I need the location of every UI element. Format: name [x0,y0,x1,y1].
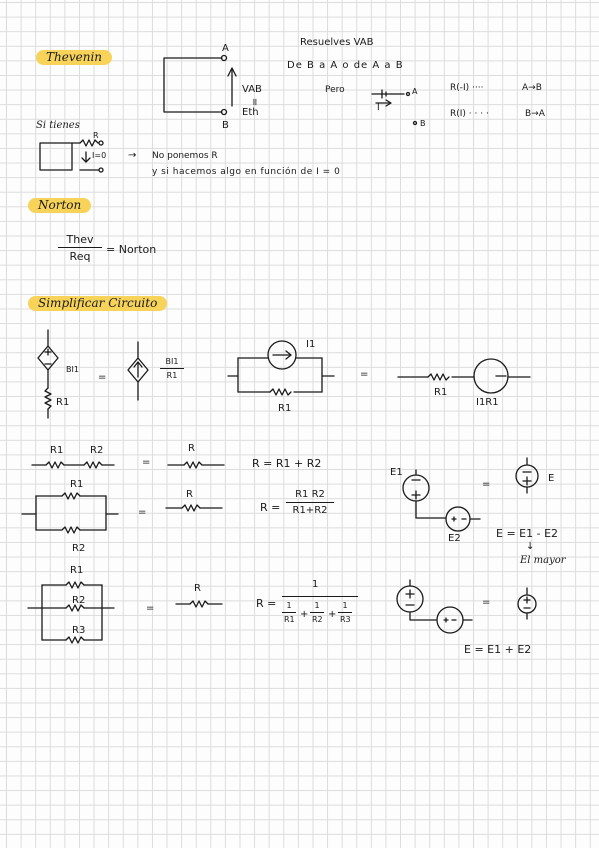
arrow-right-icon: → [128,150,137,161]
dependent-source-label: BI1 [66,365,79,374]
parallel3-r-label: R [194,583,201,594]
plus-sign-2: + [328,609,337,620]
series-r-label: R [188,443,195,454]
series-r2-label: R2 [90,445,104,456]
parallel3-term-2 [310,602,324,624]
direction-line: De B a A o de A a B [287,60,404,71]
parallel2-fraction [286,490,334,516]
parallel3-r1-label: R1 [70,565,84,576]
i1-label: I1 [306,339,316,350]
parallel2-r2-label: R2 [72,543,86,554]
si-tienes-label: Si tienes [36,120,80,131]
series-sources-equals: = [482,597,491,608]
series-r1-label: R1 [50,445,64,456]
parallel2-numerator: R1 R2 [295,489,325,500]
term-2-num: 1 [314,601,320,610]
heading-norton: Norton [28,198,91,213]
vab-label: VAB [242,84,262,95]
e2-label: E2 [448,533,461,544]
parallel3-r3-label: R3 [72,625,86,636]
parallel2-denominator: R1+R2 [286,502,334,516]
opposed-formula: E = E1 - E2 [496,527,559,540]
small-node-b: B [420,119,426,128]
series-equals: = [142,457,151,468]
term-1-num: 1 [286,601,292,610]
r1-series-label: R1 [434,387,448,398]
parallel3-term-3 [338,602,352,624]
plus-sign-1: + [300,609,309,620]
current-i-label: I [377,103,380,113]
opposed-equals: = [482,479,491,490]
norton-denominator: Req [58,247,102,262]
heading-thevenin: Thevenin [36,50,112,65]
i1r1-label: I1R1 [476,397,499,408]
rule-2-right: B→A [525,109,545,119]
parallel3-numerator: 1 [312,579,319,590]
small-node-a: A [412,87,418,96]
norton-numerator: Thev [66,233,94,246]
series-formula: R = R1 + R2 [252,457,322,470]
node-b-label: B [222,120,229,131]
arrow-down-icon: ↓ [526,541,535,552]
transform-fraction [160,358,184,380]
node-a-label: A [222,43,229,54]
transform-denominator: R1 [160,368,184,380]
term-2-den: R2 [310,612,324,624]
vab-eq-sign: = [249,97,261,107]
eth-label: Eth [242,107,259,118]
pero-label: Pero [325,85,345,95]
rule-2-left: R(I) · · · · [450,109,489,119]
el-mayor-text: El mayor [520,555,566,566]
parallel3-main-bar [282,596,358,597]
parallel2-equals: = [138,507,147,518]
series-sources-formula: E = E1 + E2 [464,643,532,656]
parallel3-equals: = [146,603,155,614]
rule-1-left: R(-I) ···· [450,83,484,93]
equals-2: = [360,369,369,380]
norton-equals-text: = Norton [106,243,157,256]
heading-simplificar-circuito: Simplificar Circuito [28,296,167,311]
e1-label: E1 [390,467,403,478]
no-ponemos-text: No ponemos R [152,151,218,161]
transform-numerator: BI1 [165,357,179,366]
resolver-title: Resuelves VAB [300,37,374,48]
term-3-num: 1 [342,601,348,610]
si-hacemos-text: y si hacemos algo en función de I = 0 [152,167,341,177]
parallel2-r1-label: R1 [70,479,84,490]
small-r-label: R [93,131,99,140]
rule-1-right: A→B [522,83,542,93]
term-1-den: R1 [282,612,296,624]
parallel2-lhs: R = [260,501,281,514]
equals-1: = [98,372,107,383]
term-3-den: R3 [338,612,352,624]
parallel3-term-1 [282,602,296,624]
r1-parallel-label: R1 [278,403,292,414]
parallel2-r-label: R [186,489,193,500]
i-zero-label: I=0 [92,151,107,160]
result-e-label: E [548,473,555,484]
r1-label-source: R1 [56,397,70,408]
parallel3-lhs: R = [256,597,277,610]
parallel3-r2-label: R2 [72,595,86,606]
